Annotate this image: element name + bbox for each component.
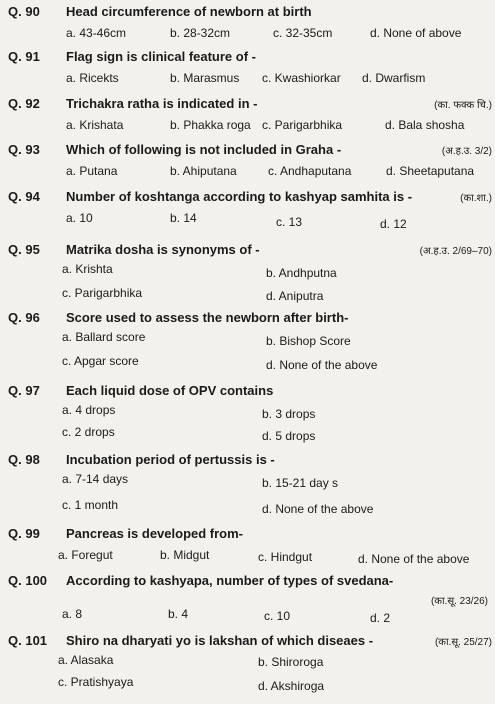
option-c: c. 32-35cm (273, 26, 333, 40)
question-reference: (अ.ह.उ. 3/2) (441, 146, 492, 157)
option-a: a. Ballard score (62, 330, 146, 344)
option-a: a. Krishata (66, 118, 124, 132)
question-90 (8, 4, 492, 44)
option-c: c. Pratishyaya (58, 675, 134, 689)
question-text: Incubation period of pertussis is - (66, 452, 275, 467)
option-a: a. Putana (66, 164, 118, 178)
question-number: Q. 94 (8, 189, 40, 204)
option-b: b. Ahiputana (170, 164, 237, 178)
question-number: Q. 95 (8, 242, 40, 257)
question-99 (8, 526, 492, 568)
option-b: b. 28-32cm (170, 26, 231, 40)
option-c: c. Apgar score (62, 354, 139, 368)
question-number: Q. 98 (8, 452, 40, 467)
question-reference: (का. फक्क चि.) (434, 100, 492, 111)
question-text: Matrika dosha is synonyms of - (66, 242, 260, 257)
question-number: Q. 96 (8, 310, 40, 325)
question-91 (8, 49, 492, 89)
question-reference: (का.शा.) (460, 193, 492, 204)
question-95 (8, 242, 492, 310)
question-97 (8, 383, 492, 449)
question-reference: (अ.ह.उ. 2/69–70) (419, 246, 492, 257)
question-101 (8, 633, 492, 699)
question-number: Q. 97 (8, 383, 40, 398)
option-d: d. None of the above (266, 358, 378, 372)
option-a: a. Foregut (58, 548, 113, 562)
option-b: b. Marasmus (170, 71, 240, 85)
question-text: Shiro na dharyati yo is lakshan of which diseaes - (66, 633, 374, 648)
option-a: a. Ricekts (66, 71, 119, 85)
question-93 (8, 142, 492, 182)
question-text: Score used to assess the newborn after birth- (66, 310, 349, 325)
question-number: Q. 99 (8, 526, 40, 541)
option-c: c. 1 month (62, 498, 119, 512)
question-text: According to kashyapa, number of types of svedana- (66, 573, 394, 588)
option-b: b. 14 (170, 211, 197, 225)
question-text: Each liquid dose of OPV contains (66, 383, 274, 398)
option-d: d. Aniputra (266, 289, 324, 303)
option-d: d. 2 (370, 611, 391, 625)
option-c: c. 2 drops (62, 425, 115, 439)
question-number: Q. 92 (8, 96, 40, 111)
question-text: Number of koshtanga according to kashyap samhita is - (66, 189, 413, 204)
question-text: Head circumference of newborn at birth (66, 4, 312, 19)
option-a: a. 10 (66, 211, 93, 225)
option-c: c. Parigarbhika (262, 118, 343, 132)
option-d: d. None of the above (358, 552, 470, 566)
option-a: a. 8 (62, 607, 83, 621)
option-d: d. Sheetaputana (386, 164, 475, 178)
option-b: b. 4 (168, 607, 189, 621)
question-92 (8, 96, 492, 136)
question-number: Q. 93 (8, 142, 40, 157)
question-94 (8, 189, 492, 233)
option-d: d. Bala shosha (385, 118, 465, 132)
option-d: d. Akshiroga (258, 679, 325, 693)
question-reference: (का.सू. 23/26) (430, 596, 488, 607)
question-96 (8, 310, 492, 378)
option-a: a. Krishta (62, 262, 113, 276)
option-c: c. Hindgut (258, 550, 313, 564)
question-text: Which of following is not included in Graha - (66, 142, 342, 157)
question-number: Q. 91 (8, 49, 40, 64)
option-a: a. 43-46cm (66, 26, 127, 40)
question-number: Q. 100 (8, 573, 48, 588)
option-d: d. 12 (380, 217, 407, 231)
option-c: c. 10 (264, 609, 291, 623)
option-d: d. Dwarfism (362, 71, 426, 85)
option-b: b. Midgut (160, 548, 210, 562)
option-b: b. Phakka roga (170, 118, 251, 132)
question-number: Q. 90 (8, 4, 40, 19)
option-a: a. 7-14 days (62, 472, 129, 486)
question-100 (8, 573, 492, 627)
question-reference: (का.सू. 25/27) (434, 637, 492, 648)
question-text: Trichakra ratha is indicated in - (66, 96, 258, 111)
option-a: a. 4 drops (62, 403, 116, 417)
option-c: c. Kwashiorkar (262, 71, 341, 85)
option-d: d. None of above (370, 26, 462, 40)
option-a: a. Alasaka (58, 653, 114, 667)
option-c: c. Parigarbhika (62, 286, 143, 300)
option-b: b. 3 drops (262, 407, 316, 421)
option-b: b. Bishop Score (266, 334, 351, 348)
option-b: b. 15-21 day s (262, 476, 339, 490)
option-c: c. 13 (276, 215, 303, 229)
question-98 (8, 452, 492, 522)
option-b: b. Shiroroga (258, 655, 324, 669)
option-b: b. Andhputna (266, 266, 337, 280)
option-d: d. 5 drops (262, 429, 316, 443)
question-text: Pancreas is developed from- (66, 526, 244, 541)
question-number: Q. 101 (8, 633, 48, 648)
option-c: c. Andhaputana (268, 164, 352, 178)
option-d: d. None of the above (262, 502, 374, 516)
question-text: Flag sign is clinical feature of - (66, 49, 256, 64)
